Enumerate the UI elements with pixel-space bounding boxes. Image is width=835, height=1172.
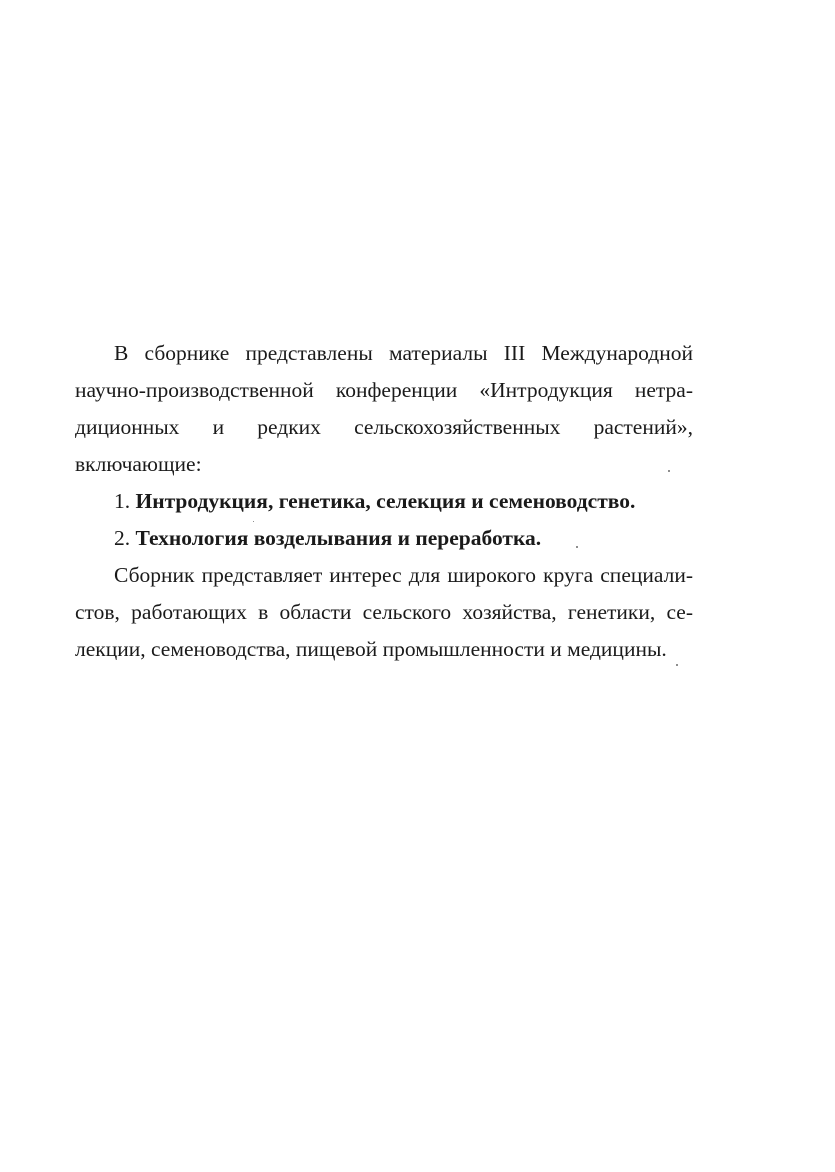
scan-speck <box>253 521 254 522</box>
scan-speck <box>676 664 678 666</box>
closing-paragraph: Сборник представляет интерес для широкого круга специали-стов, работающих в области сельского хозяйства, генетики, се-лекции, семеноводства, пищевой промышленности и медицины. <box>75 563 693 661</box>
scan-speck <box>668 470 670 472</box>
list-item <box>75 520 693 557</box>
annotation-text-block <box>75 335 693 668</box>
list-item-text: Интродукция, генетика, селекция и семеноводство. <box>135 489 636 513</box>
list-item-text: Технология возделывания и переработка. <box>135 526 542 550</box>
scan-speck <box>576 546 578 548</box>
list-item <box>75 483 693 520</box>
list-item-number: 2. <box>114 526 131 550</box>
intro-paragraph: В сборнике представлены материалы III Международной научно-производственной конференции «Интродукция нетра-диционных и редких сельскохозяйственных растений», включающие: <box>75 341 693 476</box>
list-item-number: 1. <box>114 489 131 513</box>
